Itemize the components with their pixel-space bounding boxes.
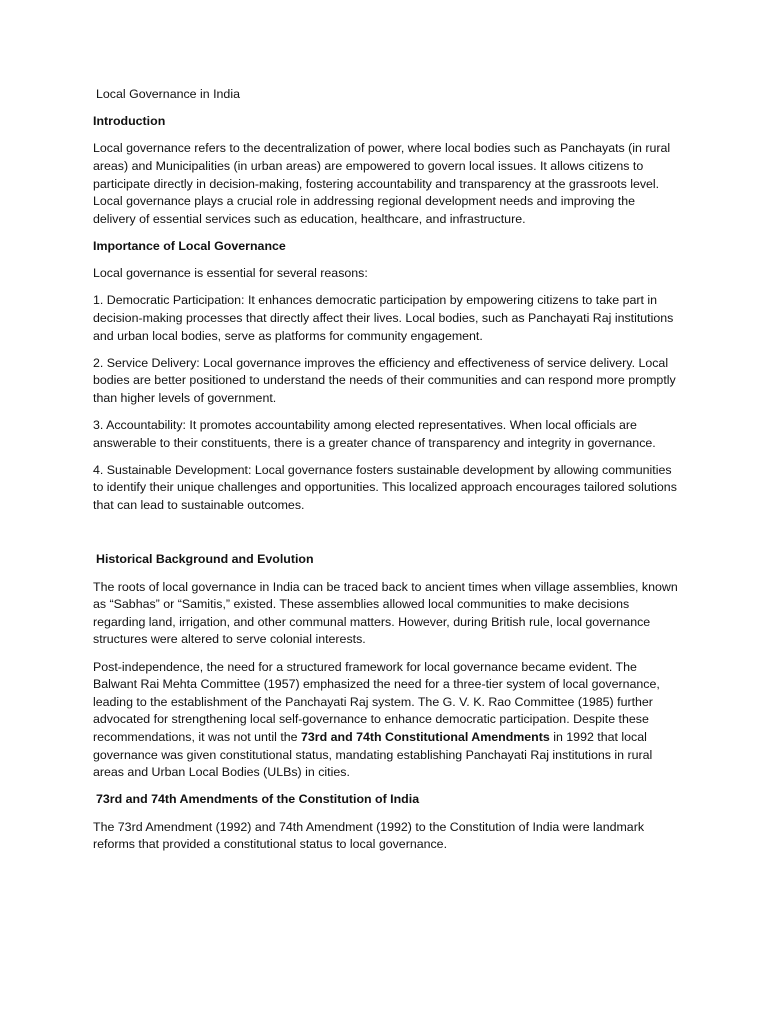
importance-point-4: 4. Sustainable Development: Local governance fosters sustainable development by allowing communities to identify their unique challenges and opportunities. This localized approach encourages tailored solutions that can lead to sustainable outcomes. [93, 462, 677, 513]
amendments-paragraph: The 73rd Amendment (1992) and 74th Amendment (1992) to the Constitution of India were landmark reforms that provided a constitutional status to local governance. [93, 819, 645, 852]
importance-point-3: 3. Accountability: It promotes accountability among elected representatives. When local officials are answerable to their constituents, there is a greater chance of transparency and integrity in governance. [93, 418, 656, 450]
history-paragraph-2-text-before: Post-independence, the need for a structured framework for local governance became evident. The Balwant Rai Mehta Committee (1957) emphasized the need for a three-tier system of local governance, leading to the establishment of the Panchayati Raj system. The G. V. K. Rao Committee (1985) further advocated for strengthening local self-governance to enhance democratic participation. Despite these recommendations, it was not until the [93, 659, 660, 744]
introduction-heading: Introduction [93, 114, 166, 129]
section-spacer [93, 524, 678, 542]
introduction-paragraph: Local governance refers to the decentralization of power, where local bodies such as Panchayats (in rural areas) and Municipalities (in urban areas) are empowered to govern local issues. It allows citizens to participate directly in decision-making, fostering accountability and transparency at the grassroots level. Local governance plays a crucial role in addressing regional development needs and improving the delivery of essential services such as education, healthcare, and infrastructure. [93, 141, 671, 226]
document-body [93, 86, 678, 863]
history-paragraph-1: The roots of local governance in India can be traced back to ancient times when village assemblies, known as “Sabhas” or “Samitis,” existed. These assemblies allowed local communities to make decisions regarding land, irrigation, and other communal matters. However, during British rule, local governance structures were altered to serve colonial interests. [93, 579, 678, 647]
amendments-heading: 73rd and 74th Amendments of the Constitution of India [96, 792, 420, 807]
history-paragraph-2-text-after: in 1992 that local governance was given constitutional status, mandating establishing Panchayati Raj institutions in rural areas and Urban Local Bodies (ULBs) in cities. [93, 729, 653, 780]
importance-lead: Local governance is essential for several reasons: [93, 266, 368, 281]
history-paragraph-2 [93, 659, 678, 782]
history-heading: Historical Background and Evolution [96, 552, 314, 567]
document-title: Local Governance in India [96, 87, 240, 101]
importance-heading: Importance of Local Governance [93, 238, 286, 253]
importance-point-2: 2. Service Delivery: Local governance improves the efficiency and effectiveness of service delivery. Local bodies are better positioned to understand the needs of their communities and can respond more promptly than higher levels of government. [93, 355, 676, 405]
importance-point-1: 1. Democratic Participation: It enhances democratic participation by empowering citizens to take part in decision-making processes that directly affect their lives. Local bodies, such as Panchayati Raj institutions and urban local bodies, serve as platforms for community engagement. [93, 293, 674, 343]
constitutional-amendments-emphasis: 73rd and 74th Constitutional Amendments [301, 729, 550, 744]
